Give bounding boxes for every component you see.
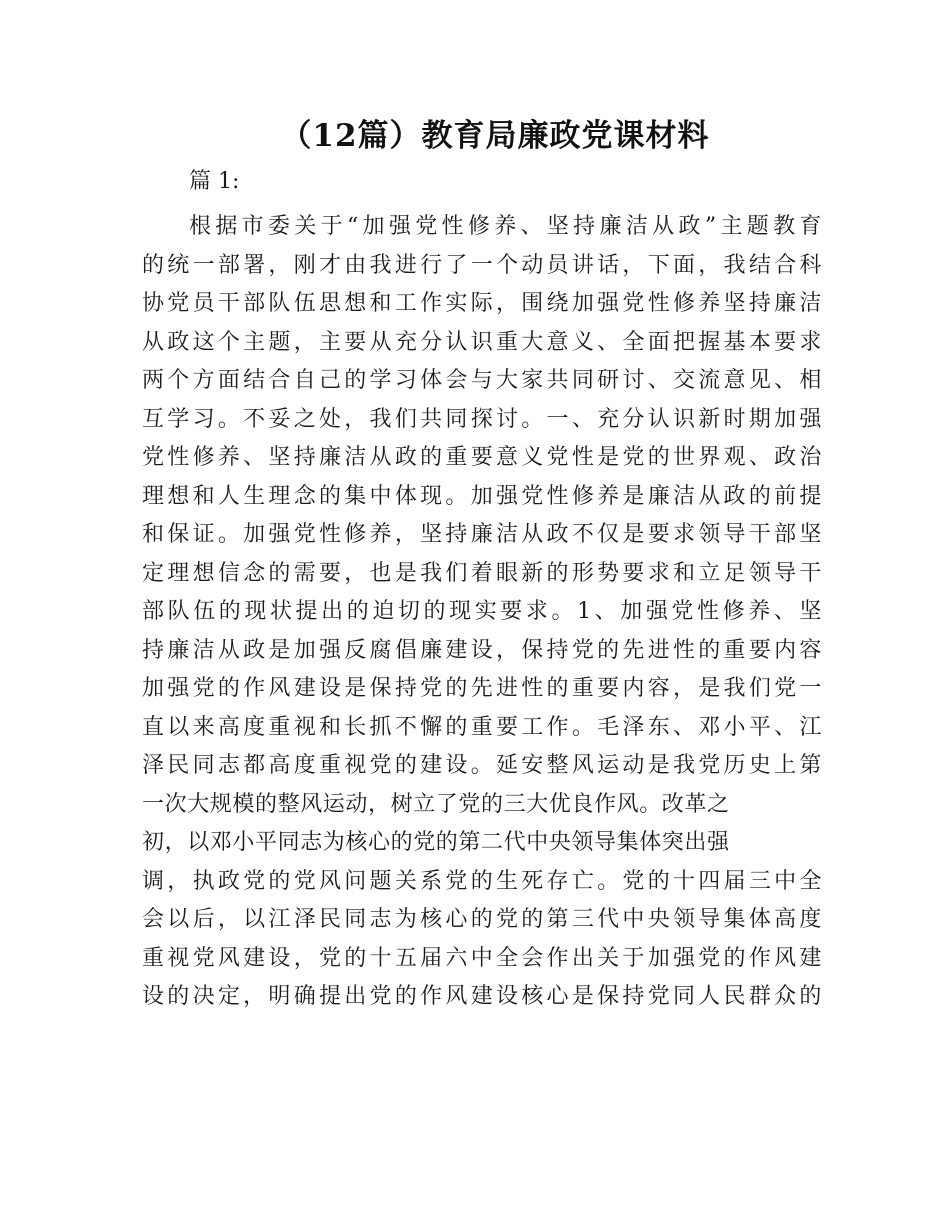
body-line: 一次大规模的整风运动，树立了党的三大优良作风。改革之 xyxy=(142,791,730,817)
document-title: （12篇）教育局廉政党课材料 xyxy=(280,118,710,154)
section-label: 篇 1: xyxy=(189,169,240,194)
body-line: 两个方面结合自己的学习体会与大家共同研讨、交流意见、相 xyxy=(142,368,822,393)
body-text xyxy=(142,208,822,1017)
body-line: 初，以邓小平同志为核心的党的第二代中央领导集体突出强 xyxy=(142,830,730,855)
body-line: 协党员干部队伍思想和工作实际，围绕加强党性修养坚持廉洁 xyxy=(142,291,822,316)
body-line: 和保证。加强党性修养，坚持廉洁从政不仅是要求领导干部坚 xyxy=(142,522,822,547)
body-line: 互学习。不妥之处，我们共同探讨。一、充分认识新时期加强 xyxy=(142,406,822,432)
body-line: 党性修养、坚持廉洁从政的重要意义党性是党的世界观、政治 xyxy=(142,445,822,470)
body-line: 的统一部署，刚才由我进行了一个动员讲话，下面，我结合科 xyxy=(142,252,822,278)
body-line: 泽民同志都高度重视党的建设。延安整风运动是我党历史上第 xyxy=(142,753,822,778)
body-line: 调，执政党的党风问题关系党的生死存亡。党的十四届三中全 xyxy=(142,868,822,894)
body-line: 直以来高度重视和长抓不懈的重要工作。毛泽东、邓小平、江 xyxy=(142,714,822,740)
body-line: 重视党风建设，党的十五届六中全会作出关于加强党的作风建 xyxy=(142,945,822,971)
body-line: 会以后，以江泽民同志为核心的党的第三代中央领导集体高度 xyxy=(142,907,822,932)
body-line: 根据市委关于“加强党性修养、坚持廉洁从政”主题教育 xyxy=(189,214,822,239)
body-line: 设的决定，明确提出党的作风建设核心是保持党同人民群众的 xyxy=(142,984,822,1009)
body-line: 从政这个主题，主要从充分认识重大意义、全面把握基本要求 xyxy=(142,329,822,355)
body-line: 部队伍的现状提出的迫切的现实要求。1、加强党性修养、坚 xyxy=(142,599,822,624)
body-line: 理想和人生理念的集中体现。加强党性修养是廉洁从政的前提 xyxy=(142,483,822,509)
body-line: 加强党的作风建设是保持党的先进性的重要内容，是我们党一 xyxy=(142,676,822,701)
body-line: 定理想信念的需要，也是我们着眼新的形势要求和立足领导干 xyxy=(142,560,822,586)
body-line: 持廉洁从政是加强反腐倡廉建设，保持党的先进性的重要内容 xyxy=(142,637,822,663)
